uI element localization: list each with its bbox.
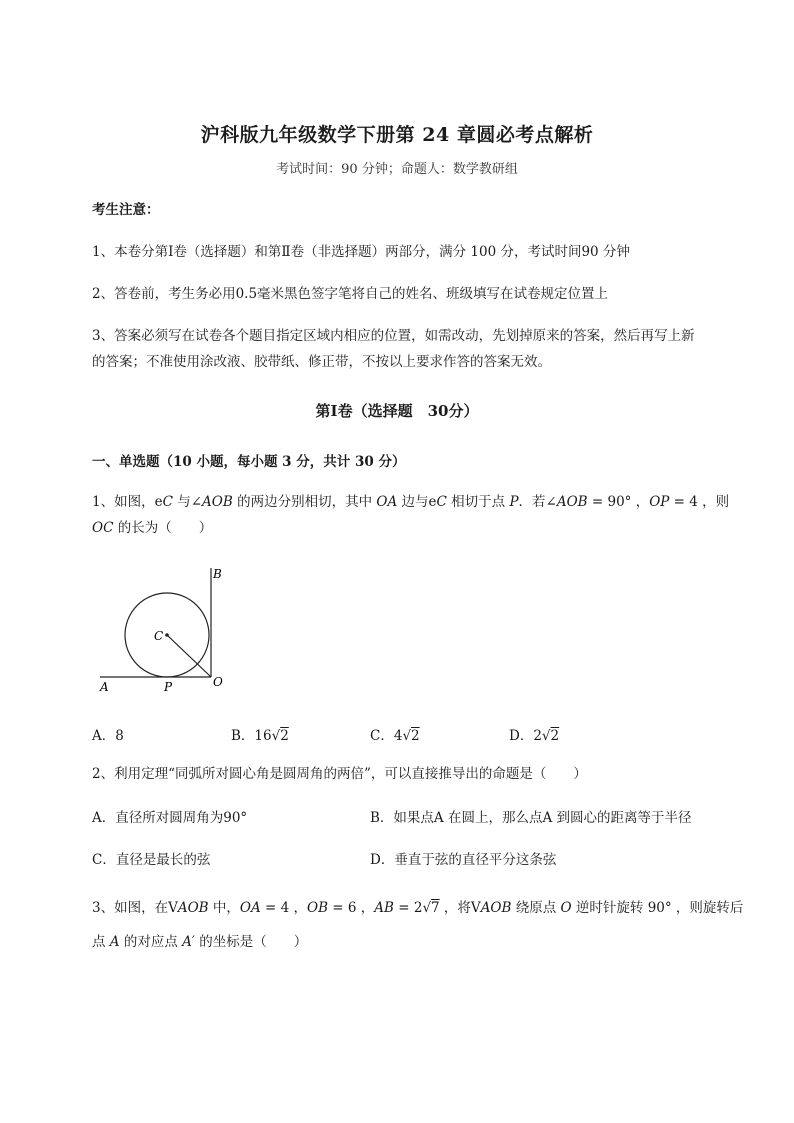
section-heading: 一、单选题（10 小题，每小题 3 分，共计 30 分） (92, 454, 406, 470)
q3-math: O (560, 900, 572, 916)
q2-option-c[interactable]: C．直径是最长的弦 (92, 852, 211, 868)
q1-text: = 4 ，则 (669, 494, 730, 510)
q2-option-a[interactable]: A．直径所对圆周角为90° (92, 810, 248, 826)
q1-text: 1、如图，e (92, 494, 163, 510)
q1-figure (90, 560, 240, 700)
q1-text: 的长为（ ） (113, 520, 213, 536)
exam-info: 考试时间：90 分钟；命题人：数学教研组 (276, 162, 518, 177)
sqrt-radicand: 2 (280, 728, 289, 744)
q3-math: AOB (480, 900, 512, 916)
q3-text: 的坐标是（ ） (194, 934, 308, 950)
q3-math: OA (239, 900, 261, 916)
q3-text: 中， (208, 900, 240, 916)
option-value: 8 (115, 728, 124, 744)
q3-stem-line2 (92, 932, 307, 952)
option-label: C． (370, 728, 394, 744)
q1-math: AOB (556, 494, 588, 510)
sqrt-sign: √ (541, 728, 551, 744)
q2-option-b[interactable]: B．如果点A 在圆上，那么点A 到圆心的距离等于半径 (370, 810, 692, 826)
q1-math: OP (649, 494, 670, 510)
option-label: B． (231, 728, 255, 744)
q3-text: 的对应点 (119, 934, 183, 950)
q3-math: OB (307, 900, 328, 916)
part-title: 第Ⅰ卷（选择题 30分） (315, 402, 479, 420)
q1-math: C (162, 494, 173, 510)
q3-text: = 2 (393, 900, 423, 916)
q3-math: AOB (177, 900, 209, 916)
option-value: 4 (393, 728, 403, 744)
q3-math: A (109, 934, 120, 950)
label-p: P (164, 680, 173, 694)
notice-item-3-cont: 的答案；不准使用涂改液、胶带纸、修正带，不按以上要求作答的答案无效。 (92, 354, 551, 370)
q3-text: = 6 ， (328, 900, 375, 916)
notice-item-2: 2、答卷前，考生务必用0.5毫米黑色签字笔将自己的姓名、班级填写在试卷规定位置上 (92, 286, 609, 302)
q1-option-c[interactable] (370, 724, 420, 744)
option-label: D． (509, 728, 534, 744)
q2-option-d[interactable]: D．垂直于弦的直径平分这条弦 (370, 852, 557, 868)
q3-math: AB (374, 900, 394, 916)
q3-text: 3、如图，在V (92, 900, 178, 916)
q3-text: 点 (92, 934, 110, 950)
q3-text: 绕原点 (511, 900, 561, 916)
q3-math: A′ (182, 934, 195, 950)
option-value: 16 (254, 728, 272, 744)
q1-math: C (436, 494, 447, 510)
sqrt-sign: √ (422, 900, 432, 916)
q1-stem-line2 (92, 518, 212, 538)
q1-math: OA (376, 494, 398, 510)
center-point (165, 633, 169, 637)
sqrt-radicand: 7 (431, 900, 440, 916)
label-b: B (213, 567, 222, 581)
q3-text: = 4 ， (260, 900, 307, 916)
q2-stem: 2、利用定理“同弧所对圆心角是圆周角的两倍”，可以直接推导出的命题是（ ） (92, 766, 587, 782)
q3-text: 逆时针旋转 90° ，则旋转后 (571, 900, 744, 916)
q1-math: OC (92, 520, 114, 536)
sqrt-radicand: 2 (411, 728, 420, 744)
option-label: A． (92, 728, 116, 744)
page-title: 沪科版九年级数学下册第 24 章圆必考点解析 (200, 124, 594, 146)
sqrt-sign: √ (271, 728, 281, 744)
q1-text: 的两边分别相切，其中 (232, 494, 377, 510)
q3-text: ，将V (439, 900, 481, 916)
q1-math: P (509, 494, 519, 510)
q1-text: = 90° ， (587, 494, 650, 510)
q1-text: 相切于点 (446, 494, 510, 510)
q1-text: 边与e (397, 494, 437, 510)
q1-text: ．若∠ (518, 494, 557, 510)
label-o: O (213, 675, 223, 689)
q3-stem-line1 (92, 898, 743, 918)
sqrt-radicand: 2 (550, 728, 560, 744)
q1-math: AOB (202, 494, 233, 510)
label-c: C (154, 629, 164, 643)
q1-stem-line1 (92, 492, 729, 512)
notice-item-3: 3、答案必须写在试卷各个题目指定区域内相应的位置，如需改动，先划掉原来的答案，然后再写上新 (92, 328, 695, 344)
notice-item-1: 1、本卷分第Ⅰ卷（选择题）和第Ⅱ卷（非选择题）两部分，满分 100 分，考试时间90 分钟 (92, 244, 630, 260)
label-a: A (100, 680, 109, 694)
q1-option-b[interactable] (231, 724, 289, 744)
sqrt-sign: √ (402, 728, 412, 744)
q1-option-d[interactable] (509, 724, 559, 744)
notice-heading: 考生注意： (92, 202, 160, 218)
option-value: 2 (533, 728, 542, 744)
q1-option-a[interactable] (92, 724, 124, 744)
q1-text: 与∠ (172, 494, 203, 510)
